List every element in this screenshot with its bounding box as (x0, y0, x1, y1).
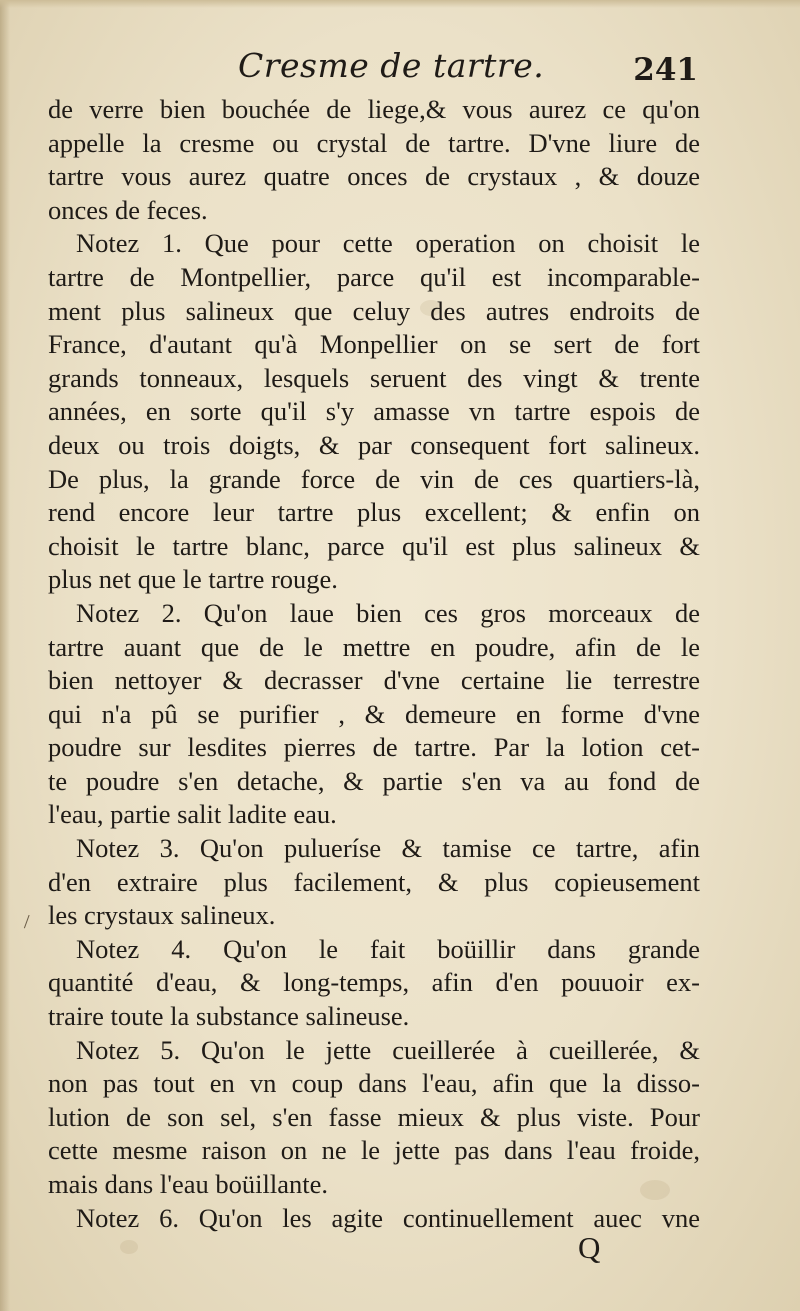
text-line: Notez 3. Qu'on pulueríse & tamise ce tartre, afin (76, 833, 700, 864)
text-line: les crystaux salineux. (48, 900, 276, 931)
body-text (48, 93, 700, 1235)
text-line: traire toute la substance salineuse. (48, 1001, 410, 1032)
text-line: deux ou trois doigts, & par consequent fort salineux. (48, 429, 700, 460)
paper-stain (120, 1240, 138, 1254)
text-line: plus net que le tartre rouge. (48, 564, 338, 595)
text-line: l'eau, partie salit ladite eau. (48, 799, 337, 830)
text-line: onces de feces. (48, 194, 208, 225)
page-number: 241 (633, 52, 698, 88)
text-line: tartre auant que de le mettre en poudre, afin de le (48, 631, 700, 662)
running-title: Cresme de tartre. (238, 46, 545, 85)
text-line: Notez 1. Que pour cette operation on choisit le (76, 228, 700, 259)
text-line: Notez 4. Qu'on le fait boüillir dans grande (76, 933, 700, 964)
page-edge-shadow (0, 0, 10, 1311)
text-line: De plus, la grande force de vin de ces quartiers-là, (48, 463, 700, 494)
page-top-shadow (0, 0, 800, 8)
catchword: Q (578, 1230, 601, 1265)
text-line: bien nettoyer & decrasser d'vne certaine lie terrestre (48, 665, 700, 696)
text-line: non pas tout en vn coup dans l'eau, afin que la disso- (48, 1068, 700, 1099)
margin-mark (24, 915, 37, 931)
text-line: qui n'a pû se purifier , & demeure en forme d'vne (48, 698, 700, 729)
text-line: tartre de Montpellier, parce qu'il est incomparable- (48, 261, 700, 292)
text-line: choisit le tartre blanc, parce qu'il est plus salineux & (48, 530, 700, 561)
text-line: quantité d'eau, & long-temps, afin d'en pouuoir ex- (48, 967, 700, 998)
text-line: Notez 6. Qu'on les agite continuellement auec vne (76, 1202, 700, 1233)
text-line: de verre bien bouchée de liege,& vous aurez ce qu'on (48, 94, 700, 124)
page-header (48, 44, 698, 94)
text-line: lution de son sel, s'en fasse mieux & plus viste. Pour (48, 1101, 700, 1132)
text-line: cette mesme raison on ne le jette pas dans l'eau froide, (48, 1135, 700, 1166)
text-line: poudre sur lesdites pierres de tartre. Par la lotion cet- (48, 732, 700, 763)
text-line: d'en extraire plus facilement, & plus copieusement (48, 866, 700, 897)
text-line: rend encore leur tartre plus excellent; & enfin on (48, 497, 700, 528)
text-line: grands tonneaux, lesquels seruent des vingt & trente (48, 362, 700, 393)
text-line: Notez 2. Qu'on laue bien ces gros morceaux de (76, 597, 700, 628)
text-line: France, d'autant qu'à Monpellier on se sert de fort (48, 329, 700, 360)
text-line: années, en sorte qu'il s'y amasse vn tartre espois de (48, 396, 700, 427)
text-line: mais dans l'eau boüillante. (48, 1169, 329, 1199)
text-line: te poudre s'en detache, & partie s'en va au fond de (48, 765, 700, 796)
text-line: Notez 5. Qu'on le jette cueillerée à cueillerée, & (76, 1034, 700, 1065)
text-line: tartre vous aurez quatre onces de crystaux , & douze (48, 161, 700, 192)
text-line: appelle la cresme ou crystal de tartre. D'vne liure de (48, 127, 700, 158)
text-line: ment plus salineux que celuy des autres endroits de (48, 295, 700, 326)
